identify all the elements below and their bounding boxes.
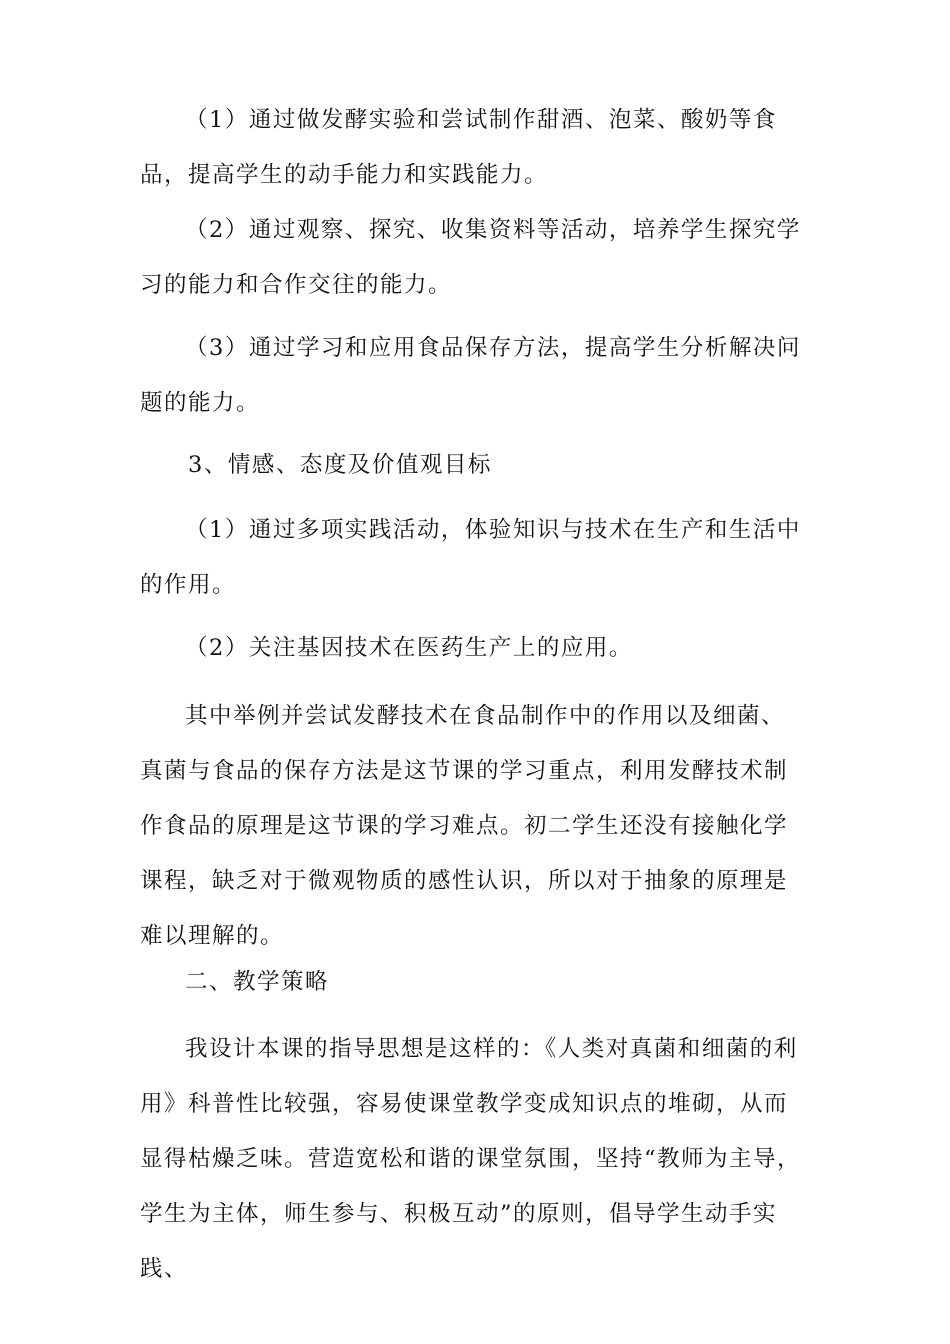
section-heading-emotion-goals: 3、情感、态度及价值观目标 [188,452,492,478]
paragraph-key-points: 其中举例并尝试发酵技术在食品制作中的作用以及细菌、真菌与食品的保存方法是这节课的学习重点，利用发酵技术制作食品的原理是这节课的学习难点。初二学生还没有接触化学课程，缺乏对于微观物质的感性认识，所以对于抽象的原理是难以理解的。 [140,703,789,949]
paragraph-skill-goal-1: （1）通过做发酵实验和尝试制作甜酒、泡菜、酸奶等食品，提高学生的动手能力和实践能力。 [140,107,777,188]
paragraph-skill-goal-3: （3）通过学习和应用食品保存方法，提高学生分析解决问题的能力。 [140,335,801,416]
paragraph-emotion-goal-2: （2）关注基因技术在医药生产上的应用。 [185,635,633,661]
paragraph-skill-goal-2: （2）通过观察、探究、收集资料等活动，培养学生探究学习的能力和合作交往的能力。 [140,217,801,298]
paragraph-teaching-strategy: 我设计本课的指导思想是这样的：《人类对真菌和细菌的利用》科普性比较强，容易使课堂教学变成知识点的堆砌，从而显得枯燥乏味。营造宽松和谐的课堂氛围，坚持“教师为主导，学生为主体，师生参与、积极互动”的原则，倡导学生动手实践、 [140,1036,802,1282]
section-heading-teaching-strategy: 二、教学策略 [185,969,330,995]
paragraph-emotion-goal-1: （1）通过多项实践活动，体验知识与技术在生产和生活中的作用。 [140,517,801,598]
